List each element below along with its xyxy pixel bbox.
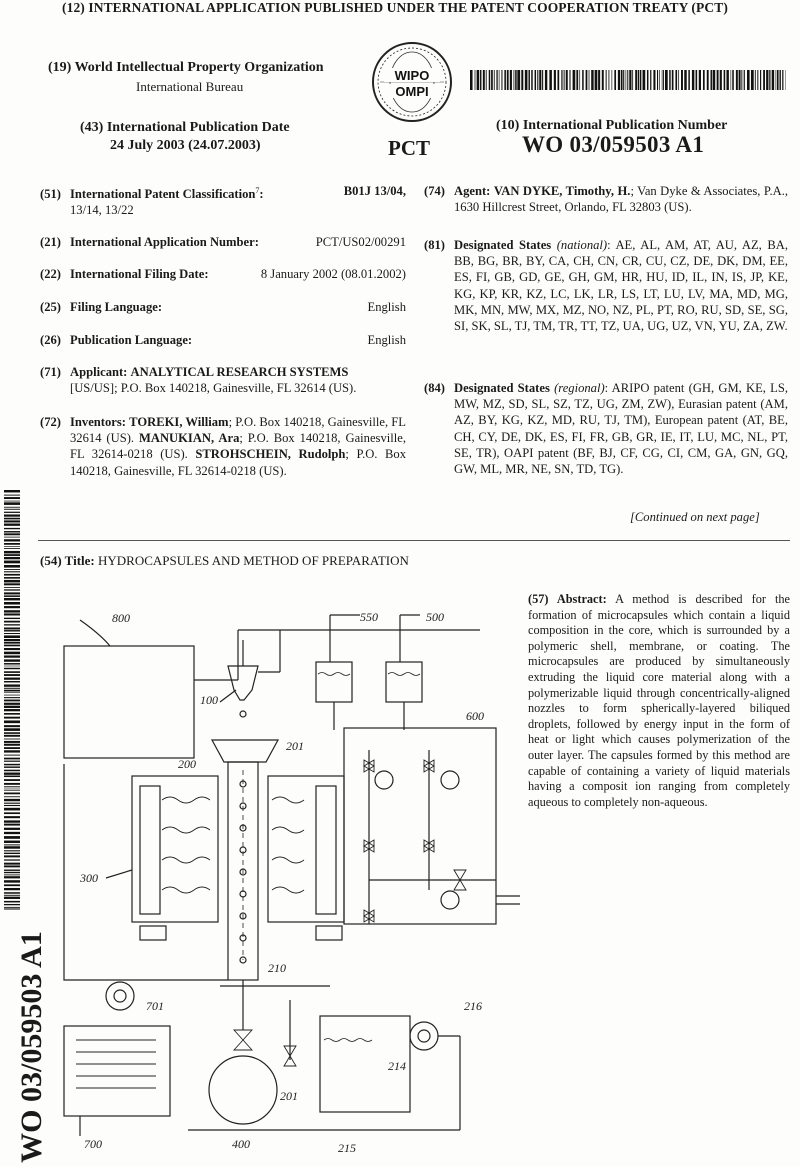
invention-title: (54) Title: HYDROCAPSULES AND METHOD OF PREPARATION [40, 553, 409, 568]
barcode-bar [4, 850, 20, 851]
barcode-bar [557, 70, 559, 90]
barcode-bar [4, 630, 20, 631]
barcode-bar [4, 690, 20, 692]
barcode-bar [688, 70, 689, 90]
barcode-bar [554, 70, 556, 90]
publication-date-label: (43) International Publication Date [80, 120, 290, 135]
barcode-bar [4, 872, 20, 873]
label-400: 400 [232, 1137, 250, 1151]
barcode-bar [669, 70, 670, 90]
barcode-bar [579, 70, 580, 90]
barcode-bar [4, 509, 20, 510]
field-21-application-number: (21) International Application Number: PCT/US02/00291 [40, 235, 406, 249]
barcode-bar [602, 70, 604, 90]
barcode-bar [4, 678, 20, 680]
barcode-bar [589, 70, 590, 90]
heater-right [268, 776, 344, 922]
barcode-bar [640, 70, 642, 90]
barcode-bar [4, 681, 20, 682]
barcode-bar [4, 870, 20, 871]
barcode-bar [4, 779, 20, 781]
barcode-bar [4, 595, 20, 597]
barcode-bar [535, 70, 536, 90]
barcode-bar [4, 741, 20, 743]
barcode-bar [514, 70, 515, 90]
barcode-bar [741, 70, 742, 90]
barcode-bar [4, 652, 20, 655]
barcode-bar [4, 783, 20, 785]
barcode-bar [4, 803, 20, 804]
barcode-bar [4, 639, 20, 641]
barcode-bar [777, 70, 779, 90]
barcode-bar [4, 666, 20, 667]
unit-800-box [64, 646, 194, 758]
label-210: 210 [268, 961, 286, 975]
barcode-bar [576, 70, 578, 90]
field-81-designated-states-national: (81) Designated States (national): AE, AL, AM, AT, AU, AZ, BA, BB, BG, BR, BY, CA, CH, CN, CR, CU, CZ, DE, DK, DM, EE, ES, FI, GB, GD, GE, GH, GM, HR, HU, ID, IL, IN, IS, JP, KE, KG, KP, KR, KZ, LC, LK, LR, LS, LT, LU, LV, MA, MD, MG, MK, MN, MW, MX, MZ, NO, NZ, PL, PT, RO, RU, SD, SE, SG, SI, SK, SL, TJ, TM, TR, TT, TZ, UA, UG, UZ, VN, YU, ZA, ZW. [424, 238, 788, 334]
barcode-bar [477, 70, 480, 90]
barcode-bar [4, 836, 20, 839]
barcode-bar [564, 70, 565, 90]
barcode-bar [732, 70, 734, 90]
barcode-bar [569, 70, 570, 90]
barcode-bar [4, 735, 20, 737]
barcode-bar [4, 773, 20, 775]
barcode-bar [657, 70, 658, 90]
barcode-bar [4, 761, 20, 762]
barcode-bar [475, 70, 476, 90]
barcode-bar [4, 812, 20, 814]
label-600: 600 [466, 709, 484, 723]
continued-note: [Continued on next page] [630, 510, 760, 524]
label-215: 215 [338, 1141, 356, 1155]
barcode-bar [724, 70, 726, 90]
barcode-bar [4, 520, 20, 522]
barcode-bar [549, 70, 552, 90]
side-barcode [4, 490, 20, 910]
barcode-bar [736, 70, 738, 90]
barcode-bar [726, 70, 728, 90]
barcode-bar [4, 571, 20, 572]
barcode-bar [4, 574, 20, 576]
barcode-bar [4, 618, 20, 619]
barcode-bar [659, 70, 660, 90]
barcode-bar [470, 70, 473, 90]
barcode-bar [4, 533, 20, 535]
barcode-bar [608, 70, 609, 90]
document-top-heading: (12) INTERNATIONAL APPLICATION PUBLISHED UNDER THE PATENT COOPERATION TREATY (PCT) [62, 0, 728, 15]
reservoir-500 [386, 662, 422, 702]
barcode-bar [499, 70, 500, 90]
barcode-bar [4, 495, 20, 496]
barcode-bar [4, 497, 20, 499]
barcode-bar [561, 70, 562, 90]
barcode-bar [769, 70, 770, 90]
barcode-bar [595, 70, 598, 90]
barcode-bar [4, 502, 20, 505]
barcode-bar [763, 70, 765, 90]
barcode-bar [4, 820, 20, 822]
barcode-bar [782, 70, 783, 90]
barcode-bar [4, 739, 20, 740]
barcode-bar [618, 70, 620, 90]
barcode-bar [4, 551, 20, 554]
barcode-bar [542, 70, 543, 90]
barcode-bar [4, 671, 20, 673]
barcode-bar [776, 70, 777, 90]
barcode-bar [4, 565, 20, 568]
barcode-bar [751, 70, 754, 90]
barcode-bar [696, 70, 698, 90]
barcode-bar [4, 846, 20, 848]
barcode-bar [635, 70, 637, 90]
barcode-bar [4, 635, 20, 638]
organization-name: (19) World Intellectual Property Organization [48, 60, 324, 75]
label-100: 100 [200, 693, 218, 707]
barcode-bar [627, 70, 628, 90]
barcode-bar [480, 70, 481, 90]
barcode-bar [504, 70, 506, 90]
barcode-bar [507, 70, 509, 90]
barcode-bar [4, 792, 20, 794]
logo-text-bottom: OMPI [395, 84, 429, 99]
label-201-drain: 201 [280, 1089, 298, 1103]
barcode-bar [517, 70, 520, 90]
barcode-bar [692, 70, 694, 90]
barcode-bar [4, 674, 20, 676]
field-51-classification: (51) International Patent Classification$^7$: B01J 13/04, 13/14, 13/22 [40, 184, 406, 218]
barcode-bar [4, 732, 20, 734]
barcode-bar [4, 659, 20, 661]
label-214: 214 [388, 1059, 406, 1073]
barcode-bar [643, 70, 646, 90]
barcode-bar [4, 668, 20, 669]
barcode-bar [4, 832, 20, 834]
field-84-designated-states-regional: (84) Designated States (regional): ARIPO patent (GH, GM, KE, LS, MW, MZ, SD, SL, SZ, TZ, UG, ZM, ZW), Eurasian patent (AM, AZ, BY, KG, KZ, MD, RU, TJ, TM), European patent (AT, BE, CH, CY, DE, DK, ES, FI, FR, GB, GR, IE, IT, LU, MC, NL, PT, SE, TR), OAPI patent (BF, BJ, CF, CG, CI, CM, GA, GN, GQ, GW, ML, MR, NE, SN, TD, TG). [424, 381, 788, 477]
barcode-bar [4, 880, 20, 882]
barcode-bar [4, 587, 20, 588]
label-701: 701 [146, 999, 164, 1013]
barcode-bar [623, 70, 624, 90]
barcode-bar [4, 648, 20, 650]
barcode-bar [4, 796, 20, 797]
barcode-bar [4, 790, 20, 791]
barcode-bar [4, 548, 20, 549]
barcode-bar [510, 70, 512, 90]
barcode-bar [4, 621, 20, 623]
barcode-bar [4, 884, 20, 886]
barcode-bar [606, 70, 607, 90]
publication-number-value: WO 03/059503 A1 [522, 132, 705, 157]
barcode-bar [591, 70, 593, 90]
barcode-bar [632, 70, 633, 90]
apparatus-drawing [40, 600, 520, 1160]
barcode-bar [491, 70, 493, 90]
barcode-bar [4, 713, 20, 715]
barcode-bar [582, 70, 583, 90]
barcode-bar [4, 775, 20, 777]
barcode-bar [501, 70, 502, 90]
barcode-bar [4, 755, 20, 756]
barcode-bar [4, 799, 20, 801]
publication-date-value: 24 July 2003 (24.07.2003) [110, 138, 261, 153]
barcode-bar [4, 589, 20, 590]
label-500: 500 [426, 610, 444, 624]
barcode-bar [4, 501, 20, 502]
barcode-bar [525, 70, 528, 90]
barcode-bar [653, 70, 655, 90]
barcode-bar [4, 684, 20, 686]
barcode-bar [684, 70, 686, 90]
barcode-bar [4, 627, 20, 629]
barcode-bar [739, 70, 741, 90]
barcode-bar [4, 557, 20, 559]
barcode-bar [4, 606, 20, 608]
barcode-bar [772, 70, 774, 90]
barcode-bar [4, 546, 20, 547]
label-200: 200 [178, 757, 196, 771]
barcode-bar [4, 816, 20, 818]
barcode-bar [650, 70, 651, 90]
publication-number-label: (10) International Publication Number [496, 118, 728, 133]
barcode-bar [573, 70, 576, 90]
barcode-bar [4, 828, 20, 830]
barcode-bar [629, 70, 631, 90]
barcode-bar [4, 725, 20, 727]
barcode-bar [4, 577, 20, 579]
barcode-bar [612, 70, 613, 90]
barcode-bar [4, 805, 20, 806]
pct-mark: PCT [388, 136, 430, 160]
barcode-bar [663, 70, 664, 90]
barcode-bar [4, 744, 20, 746]
barcode-bar [4, 786, 20, 787]
barcode-bar [621, 70, 623, 90]
barcode-bar [707, 70, 709, 90]
barcode-bar [483, 70, 485, 90]
label-300: 300 [80, 871, 98, 885]
barcode-bar [4, 531, 20, 532]
barcode-bar [4, 700, 20, 702]
barcode-bar [757, 70, 758, 90]
barcode-bar [713, 70, 716, 90]
label-550: 550 [360, 610, 378, 624]
wipo-logo [370, 40, 454, 124]
label-800: 800 [112, 611, 130, 625]
label-216: 216 [464, 999, 482, 1013]
barcode-bar [4, 602, 20, 605]
barcode-bar [4, 703, 20, 705]
barcode-bar [4, 688, 20, 689]
barcode-bar [711, 70, 712, 90]
barcode-bar [662, 70, 663, 90]
barcode-bar [4, 859, 20, 860]
barcode-bar [717, 70, 719, 90]
barcode-bar [731, 70, 732, 90]
barcode-bar [614, 70, 616, 90]
pump-701 [106, 982, 134, 1010]
abstract: (57) Abstract: A method is described for the formation of microcapsules which contain a liquid composition in the core, which is surrounded by a polymeric shell, membrane, or coating. The microcapsules are produced by simultaneously extruding the liquid core material along with a polymerizable liquid through concentrically-aligned nozzles to form spherically-layered biliqued droplets, followed by energy input in the form of heat or light which causes polymerization of the outer layer. The capsules formed by this method are capable of containing a variety of liquid materials having a composit ion ranging from completely aqueous to completely non-aqueous. [528, 592, 790, 809]
barcode-bar [515, 70, 516, 90]
barcode-bar [4, 874, 20, 875]
label-201: 201 [286, 739, 304, 753]
barcode-bar [566, 70, 568, 90]
barcode-bar [672, 70, 674, 90]
barcode-bar [545, 70, 547, 90]
tank-700 [64, 1026, 170, 1116]
barcode-bar [780, 70, 781, 90]
organization-bureau: International Bureau [136, 79, 244, 94]
barcode-bar [4, 808, 20, 811]
barcode-bar [4, 514, 20, 516]
barcode-bar [528, 70, 529, 90]
barcode-bar [4, 695, 20, 696]
barcode-bar [665, 70, 668, 90]
publication-barcode [470, 70, 786, 90]
barcode-bar [4, 706, 20, 708]
barcode-bar [4, 770, 20, 772]
barcode-bar [489, 70, 490, 90]
barcode-bar [4, 613, 20, 615]
barcode-bar [766, 70, 768, 90]
barcode-bar [4, 747, 20, 749]
barcode-bar [531, 70, 532, 90]
barcode-bar [744, 70, 745, 90]
barcode-bar [4, 561, 20, 564]
barcode-bar [4, 728, 20, 731]
field-26-publication-language: (26) Publication Language: English [40, 333, 406, 347]
barcode-bar [496, 70, 497, 90]
barcode-bar [521, 70, 523, 90]
field-71-applicant: (71) Applicant: ANALYTICAL RESEARCH SYSTEMS [US/US]; P.O. Box 140218, Gainesville, FL 32614 (US). [40, 365, 357, 396]
barcode-bar [4, 610, 20, 612]
side-publication-number: WO 03/059503 A1 [15, 931, 48, 1163]
barcode-bar [626, 70, 627, 90]
field-74-agent: (74) Agent: VAN DYKE, Timothy, H.; Van Dyke & Associates, P.A., 1630 Hillcrest Street, Orlando, FL 32803 (US). [424, 184, 788, 215]
barcode-bar [4, 764, 20, 766]
barcode-bar [4, 543, 20, 545]
barcode-bar [747, 70, 750, 90]
section-divider [38, 540, 790, 541]
funnel-200 [212, 740, 278, 762]
barcode-bar [4, 876, 20, 878]
barcode-bar [4, 523, 20, 525]
barcode-bar [4, 824, 20, 826]
barcode-bar [4, 554, 20, 556]
barcode-bar [4, 569, 20, 570]
barcode-bar [4, 528, 20, 529]
barcode-bar [647, 70, 648, 90]
barcode-bar [681, 70, 683, 90]
barcode-bar [4, 750, 20, 752]
barcode-bar [4, 537, 20, 538]
barcode-bar [4, 863, 20, 865]
barcode-bar [4, 507, 20, 508]
barcode-bar [4, 663, 20, 664]
barcode-bar [494, 70, 495, 90]
barcode-bar [4, 697, 20, 698]
field-22-filing-date: (22) International Filing Date: 8 January 2002 (08.01.2002) [40, 267, 406, 281]
barcode-bar [4, 624, 20, 625]
barcode-bar [755, 70, 756, 90]
barcode-bar [4, 692, 20, 693]
label-700: 700 [84, 1137, 102, 1151]
barcode-bar [638, 70, 639, 90]
nozzle-100 [228, 666, 258, 700]
barcode-bar [486, 70, 487, 90]
barcode-bar [678, 70, 679, 90]
logo-text-top: WIPO [394, 68, 430, 83]
barcode-bar [4, 841, 20, 843]
barcode-bar [4, 598, 20, 600]
barcode-bar [539, 70, 541, 90]
barcode-bar [4, 580, 20, 583]
barcode-bar [4, 592, 20, 594]
barcode-bar [4, 709, 20, 711]
barcode-bar [4, 512, 20, 513]
barcode-bar [4, 645, 20, 647]
barcode-bar [720, 70, 722, 90]
barcode-bar [4, 518, 20, 520]
barcode-bar [4, 642, 20, 644]
barcode-bar [4, 539, 20, 541]
barcode-bar [703, 70, 705, 90]
barcode-bar [4, 853, 20, 854]
reservoir-550 [316, 662, 352, 702]
barcode-bar [4, 788, 20, 789]
barcode-bar [4, 855, 20, 857]
barcode-bar [699, 70, 701, 90]
barcode-bar [4, 720, 20, 723]
barcode-bar [4, 583, 20, 585]
barcode-bar [4, 766, 20, 767]
valve-panel-600 [344, 728, 496, 924]
barcode-bar [4, 844, 20, 845]
field-72-inventors: (72) Inventors: TOREKI, William; P.O. Box 140218, Gainesville, FL 32614 (US). MANUKIAN, Ara; P.O. Box 140218, Gainesville, FL 32614-0218 (US). STROHSCHEIN, Rudolph; P.O. Box 140218, Gainesville, FL 32614-0218 (US). [40, 415, 407, 478]
barcode-bar [4, 865, 20, 867]
barcode-bar [760, 70, 761, 90]
field-25-filing-language: (25) Filing Language: English [40, 300, 406, 314]
barcode-bar [4, 490, 20, 492]
barcode-bar [4, 717, 20, 719]
barcode-bar [586, 70, 588, 90]
barcode-bar [4, 633, 20, 634]
pump-216 [410, 1022, 438, 1050]
barcode-bar [537, 70, 538, 90]
barcode-bar [675, 70, 677, 90]
barcode-bar [4, 758, 20, 760]
barcode-bar [4, 655, 20, 657]
collection-flask-400 [209, 1056, 277, 1124]
barcode-bar [598, 70, 600, 90]
